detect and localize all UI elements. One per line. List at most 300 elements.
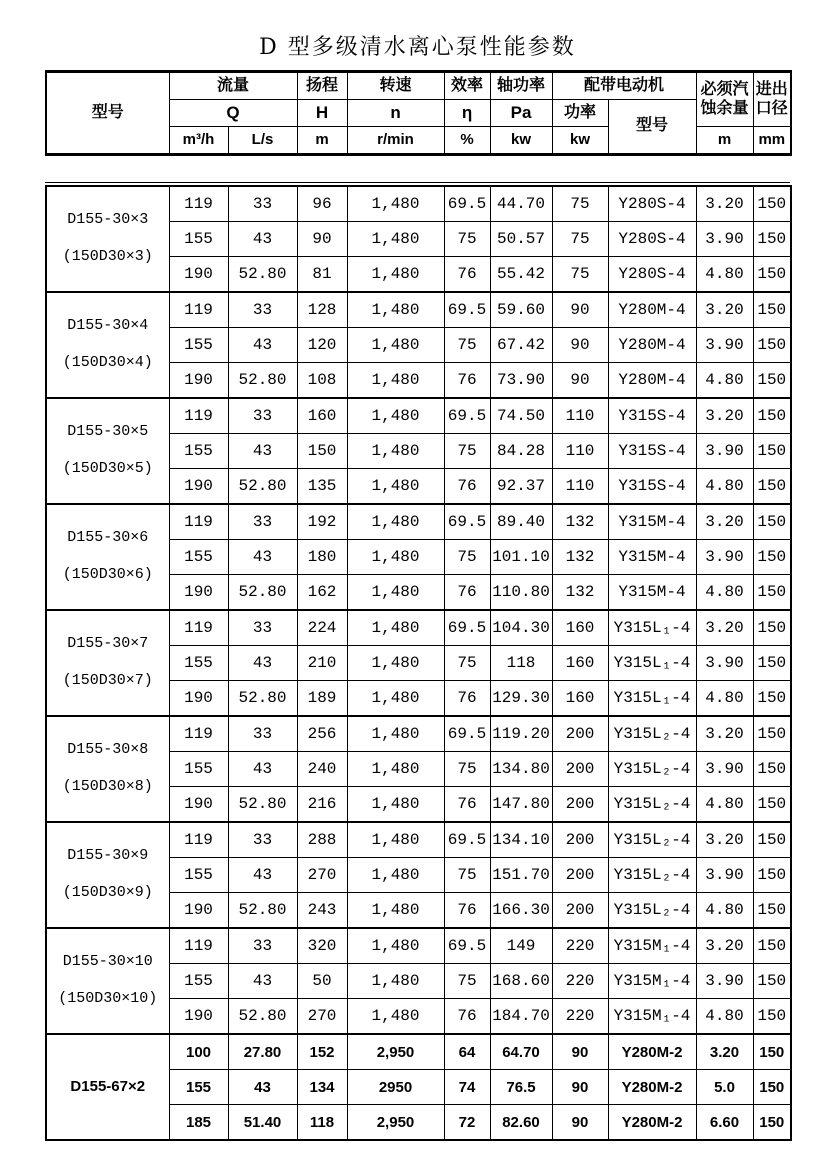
spec-table-body <box>45 185 792 1141</box>
cell-motor_model: Y315L₂-4 <box>608 858 696 893</box>
cell-motor_model: Y315M₁-4 <box>608 928 696 964</box>
pump-model-cell <box>46 822 169 928</box>
cell-motor_kw: 90 <box>552 1070 608 1105</box>
cell-shaft_kw: 166.30 <box>490 893 552 929</box>
cell-npsh_m: 3.20 <box>696 822 753 858</box>
cell-head_m: 152 <box>297 1034 347 1070</box>
cell-shaft_kw: 55.42 <box>490 257 552 293</box>
cell-eff_pct: 69.5 <box>444 610 490 646</box>
cell-shaft_kw: 44.70 <box>490 186 552 222</box>
cell-eff_pct: 69.5 <box>444 504 490 540</box>
cell-eff_pct: 75 <box>444 752 490 787</box>
cell-q_m3h: 155 <box>169 328 228 363</box>
table-row <box>46 504 791 540</box>
cell-port_mm: 150 <box>753 434 791 469</box>
header-flow: 流量 <box>169 72 297 100</box>
cell-shaft_kw: 104.30 <box>490 610 552 646</box>
page-title: D 型多级清水离心泵性能参数 <box>259 35 576 60</box>
cell-npsh_m: 4.80 <box>696 893 753 929</box>
cell-head_m: 224 <box>297 610 347 646</box>
cell-q_m3h: 119 <box>169 822 228 858</box>
cell-shaft_kw: 74.50 <box>490 398 552 434</box>
cell-motor_model: Y315L₂-4 <box>608 822 696 858</box>
cell-q_ls: 43 <box>228 1070 297 1105</box>
cell-head_m: 162 <box>297 575 347 611</box>
pump-model-cell <box>46 928 169 1034</box>
cell-motor_kw: 160 <box>552 610 608 646</box>
cell-npsh_m: 3.20 <box>696 928 753 964</box>
pump-model-name: D155-30×5 <box>67 423 149 441</box>
cell-eff_pct: 76 <box>444 893 490 929</box>
cell-speed_rmin: 1,480 <box>347 858 444 893</box>
cell-eff_pct: 74 <box>444 1070 490 1105</box>
cell-motor_model: Y315L₂-4 <box>608 893 696 929</box>
cell-port_mm: 150 <box>753 504 791 540</box>
cell-motor_kw: 110 <box>552 434 608 469</box>
cell-q_ls: 52.80 <box>228 575 297 611</box>
cell-port_mm: 150 <box>753 999 791 1035</box>
cell-shaft_kw: 151.70 <box>490 858 552 893</box>
cell-q_m3h: 190 <box>169 787 228 823</box>
cell-motor_kw: 90 <box>552 328 608 363</box>
cell-q_ls: 33 <box>228 928 297 964</box>
cell-motor_model: Y315L₂-4 <box>608 787 696 823</box>
cell-shaft_kw: 92.37 <box>490 469 552 505</box>
cell-head_m: 189 <box>297 681 347 717</box>
cell-motor_kw: 75 <box>552 257 608 293</box>
spec-table-body-frame <box>45 182 790 1141</box>
cell-port_mm: 150 <box>753 222 791 257</box>
cell-eff_pct: 75 <box>444 964 490 999</box>
cell-head_m: 120 <box>297 328 347 363</box>
cell-motor_kw: 132 <box>552 575 608 611</box>
cell-npsh_m: 3.90 <box>696 222 753 257</box>
cell-npsh_m: 3.20 <box>696 292 753 328</box>
cell-npsh_m: 4.80 <box>696 681 753 717</box>
table-row <box>46 928 791 964</box>
cell-npsh_m: 3.20 <box>696 186 753 222</box>
cell-port_mm: 150 <box>753 398 791 434</box>
cell-npsh_m: 3.90 <box>696 858 753 893</box>
cell-port_mm: 150 <box>753 964 791 999</box>
cell-q_m3h: 190 <box>169 469 228 505</box>
cell-head_m: 256 <box>297 716 347 752</box>
cell-head_m: 192 <box>297 504 347 540</box>
cell-motor_kw: 132 <box>552 504 608 540</box>
cell-q_m3h: 155 <box>169 222 228 257</box>
pump-model-name: D155-30×9 <box>67 847 149 865</box>
cell-q_m3h: 119 <box>169 610 228 646</box>
cell-npsh_m: 4.80 <box>696 257 753 293</box>
cell-motor_model: Y315S-4 <box>608 434 696 469</box>
cell-shaft_kw: 118 <box>490 646 552 681</box>
cell-speed_rmin: 1,480 <box>347 716 444 752</box>
header-shaft-power: 轴功率 <box>490 72 552 100</box>
cell-motor_kw: 110 <box>552 469 608 505</box>
header-npsh-line2: 蚀余量 <box>700 99 749 117</box>
header-npsh <box>696 72 753 127</box>
pump-model-alt-name: (150D30×3) <box>62 248 153 265</box>
cell-head_m: 135 <box>297 469 347 505</box>
cell-head_m: 216 <box>297 787 347 823</box>
cell-port_mm: 150 <box>753 787 791 823</box>
cell-motor_model: Y280M-4 <box>608 292 696 328</box>
cell-motor_model: Y315S-4 <box>608 469 696 505</box>
cell-port_mm: 150 <box>753 893 791 929</box>
header-efficiency: 效率 <box>444 72 490 100</box>
cell-motor_kw: 200 <box>552 893 608 929</box>
cell-q_ls: 27.80 <box>228 1034 297 1070</box>
cell-shaft_kw: 50.57 <box>490 222 552 257</box>
cell-shaft_kw: 147.80 <box>490 787 552 823</box>
cell-eff_pct: 75 <box>444 328 490 363</box>
cell-port_mm: 150 <box>753 469 791 505</box>
cell-motor_kw: 200 <box>552 858 608 893</box>
header-motor-group: 配带电动机 <box>552 72 696 100</box>
table-row <box>46 186 791 222</box>
cell-motor_kw: 220 <box>552 928 608 964</box>
cell-speed_rmin: 1,480 <box>347 328 444 363</box>
cell-port_mm: 150 <box>753 610 791 646</box>
pump-model-alt-name: (150D30×9) <box>62 884 153 901</box>
cell-head_m: 150 <box>297 434 347 469</box>
cell-shaft_kw: 59.60 <box>490 292 552 328</box>
cell-eff_pct: 64 <box>444 1034 490 1070</box>
pump-model-alt-name: (150D30×4) <box>62 354 153 371</box>
cell-eff_pct: 75 <box>444 858 490 893</box>
unit-ls: L/s <box>228 127 297 155</box>
cell-port_mm: 150 <box>753 363 791 399</box>
cell-motor_model: Y315L₁-4 <box>608 646 696 681</box>
cell-speed_rmin: 1,480 <box>347 363 444 399</box>
cell-speed_rmin: 1,480 <box>347 822 444 858</box>
spec-table-header <box>45 70 792 156</box>
pump-model-alt-name: (150D30×7) <box>62 672 153 689</box>
cell-speed_rmin: 1,480 <box>347 504 444 540</box>
cell-head_m: 50 <box>297 964 347 999</box>
cell-shaft_kw: 129.30 <box>490 681 552 717</box>
cell-npsh_m: 3.90 <box>696 328 753 363</box>
cell-port_mm: 150 <box>753 257 791 293</box>
pump-model-alt-name: (150D30×6) <box>62 566 153 583</box>
cell-q_ls: 52.80 <box>228 681 297 717</box>
cell-speed_rmin: 2950 <box>347 1070 444 1105</box>
cell-npsh_m: 3.90 <box>696 646 753 681</box>
cell-eff_pct: 76 <box>444 999 490 1035</box>
pump-model-cell <box>46 504 169 610</box>
cell-speed_rmin: 1,480 <box>347 964 444 999</box>
header-port <box>753 72 791 127</box>
cell-motor_model: Y315M₁-4 <box>608 964 696 999</box>
unit-percent: % <box>444 127 490 155</box>
cell-shaft_kw: 67.42 <box>490 328 552 363</box>
cell-eff_pct: 75 <box>444 540 490 575</box>
header-head-symbol: H <box>297 100 347 127</box>
cell-port_mm: 150 <box>753 681 791 717</box>
cell-port_mm: 150 <box>753 292 791 328</box>
cell-eff_pct: 69.5 <box>444 716 490 752</box>
cell-head_m: 210 <box>297 646 347 681</box>
cell-head_m: 96 <box>297 186 347 222</box>
unit-m3h: m³/h <box>169 127 228 155</box>
cell-npsh_m: 3.20 <box>696 610 753 646</box>
cell-head_m: 320 <box>297 928 347 964</box>
header-motor-model: 型号 <box>608 100 696 155</box>
cell-speed_rmin: 1,480 <box>347 222 444 257</box>
cell-q_m3h: 119 <box>169 292 228 328</box>
cell-head_m: 270 <box>297 999 347 1035</box>
cell-q_m3h: 155 <box>169 1070 228 1105</box>
cell-q_m3h: 190 <box>169 999 228 1035</box>
cell-q_ls: 33 <box>228 610 297 646</box>
cell-eff_pct: 76 <box>444 681 490 717</box>
cell-q_ls: 52.80 <box>228 787 297 823</box>
cell-q_ls: 33 <box>228 504 297 540</box>
cell-head_m: 180 <box>297 540 347 575</box>
cell-q_ls: 33 <box>228 398 297 434</box>
cell-shaft_kw: 64.70 <box>490 1034 552 1070</box>
cell-npsh_m: 4.80 <box>696 787 753 823</box>
cell-motor_kw: 90 <box>552 1105 608 1141</box>
cell-head_m: 90 <box>297 222 347 257</box>
cell-motor_model: Y280S-4 <box>608 186 696 222</box>
cell-motor_kw: 220 <box>552 964 608 999</box>
unit-mm: mm <box>753 127 791 155</box>
cell-npsh_m: 3.20 <box>696 504 753 540</box>
cell-motor_model: Y315M₁-4 <box>608 999 696 1035</box>
cell-speed_rmin: 1,480 <box>347 787 444 823</box>
pump-model-alt-name: (150D30×8) <box>62 778 153 795</box>
cell-q_ls: 52.80 <box>228 469 297 505</box>
cell-eff_pct: 75 <box>444 434 490 469</box>
cell-motor_model: Y315L₂-4 <box>608 716 696 752</box>
header-motor-power: 功率 <box>552 100 608 127</box>
cell-q_m3h: 190 <box>169 681 228 717</box>
cell-shaft_kw: 149 <box>490 928 552 964</box>
cell-motor_kw: 200 <box>552 716 608 752</box>
cell-motor_model: Y315L₁-4 <box>608 610 696 646</box>
pump-model-cell <box>46 716 169 822</box>
cell-motor_model: Y280M-2 <box>608 1070 696 1105</box>
cell-motor_model: Y280M-4 <box>608 328 696 363</box>
cell-eff_pct: 76 <box>444 575 490 611</box>
cell-port_mm: 150 <box>753 328 791 363</box>
cell-speed_rmin: 2,950 <box>347 1034 444 1070</box>
cell-port_mm: 150 <box>753 1070 791 1105</box>
table-row <box>46 292 791 328</box>
cell-speed_rmin: 1,480 <box>347 292 444 328</box>
cell-q_m3h: 185 <box>169 1105 228 1141</box>
header-speed: 转速 <box>347 72 444 100</box>
cell-head_m: 240 <box>297 752 347 787</box>
cell-q_ls: 43 <box>228 964 297 999</box>
cell-q_m3h: 119 <box>169 504 228 540</box>
cell-port_mm: 150 <box>753 858 791 893</box>
cell-motor_model: Y315M-4 <box>608 540 696 575</box>
pump-model-cell <box>46 398 169 504</box>
cell-shaft_kw: 89.40 <box>490 504 552 540</box>
cell-speed_rmin: 1,480 <box>347 681 444 717</box>
header-flow-symbol: Q <box>169 100 297 127</box>
unit-kw-motor: kw <box>552 127 608 155</box>
cell-eff_pct: 76 <box>444 257 490 293</box>
cell-speed_rmin: 1,480 <box>347 610 444 646</box>
cell-npsh_m: 5.0 <box>696 1070 753 1105</box>
cell-q_m3h: 190 <box>169 363 228 399</box>
cell-motor_model: Y315S-4 <box>608 398 696 434</box>
cell-eff_pct: 69.5 <box>444 398 490 434</box>
cell-q_m3h: 119 <box>169 928 228 964</box>
cell-eff_pct: 72 <box>444 1105 490 1141</box>
cell-q_ls: 52.80 <box>228 893 297 929</box>
cell-eff_pct: 76 <box>444 363 490 399</box>
cell-shaft_kw: 76.5 <box>490 1070 552 1105</box>
cell-q_ls: 43 <box>228 858 297 893</box>
cell-motor_kw: 220 <box>552 999 608 1035</box>
cell-q_ls: 52.80 <box>228 999 297 1035</box>
pump-model-alt-name: (150D30×10) <box>58 990 158 1007</box>
unit-rmin: r/min <box>347 127 444 155</box>
cell-speed_rmin: 1,480 <box>347 893 444 929</box>
cell-q_m3h: 100 <box>169 1034 228 1070</box>
cell-motor_model: Y280M-2 <box>608 1105 696 1141</box>
cell-motor_kw: 200 <box>552 752 608 787</box>
table-row <box>46 610 791 646</box>
cell-shaft_kw: 119.20 <box>490 716 552 752</box>
cell-speed_rmin: 1,480 <box>347 469 444 505</box>
cell-q_ls: 33 <box>228 292 297 328</box>
pump-model-cell <box>46 610 169 716</box>
cell-q_m3h: 155 <box>169 646 228 681</box>
cell-motor_kw: 90 <box>552 1034 608 1070</box>
cell-q_ls: 33 <box>228 716 297 752</box>
cell-port_mm: 150 <box>753 752 791 787</box>
cell-speed_rmin: 1,480 <box>347 257 444 293</box>
cell-npsh_m: 4.80 <box>696 575 753 611</box>
table-row <box>46 716 791 752</box>
cell-q_ls: 43 <box>228 646 297 681</box>
cell-q_m3h: 155 <box>169 540 228 575</box>
cell-motor_model: Y280M-2 <box>608 1034 696 1070</box>
cell-speed_rmin: 1,480 <box>347 575 444 611</box>
header-efficiency-symbol: η <box>444 100 490 127</box>
cell-eff_pct: 76 <box>444 469 490 505</box>
cell-shaft_kw: 84.28 <box>490 434 552 469</box>
cell-q_ls: 51.40 <box>228 1105 297 1141</box>
pump-model-cell <box>46 292 169 398</box>
cell-motor_kw: 110 <box>552 398 608 434</box>
cell-port_mm: 150 <box>753 822 791 858</box>
cell-q_m3h: 155 <box>169 858 228 893</box>
pump-model-name: D155-30×3 <box>67 211 149 229</box>
cell-speed_rmin: 1,480 <box>347 999 444 1035</box>
cell-head_m: 270 <box>297 858 347 893</box>
cell-npsh_m: 3.90 <box>696 434 753 469</box>
unit-npsh-m: m <box>696 127 753 155</box>
header-row-1 <box>46 72 791 100</box>
table-row <box>46 1034 791 1070</box>
cell-motor_kw: 160 <box>552 681 608 717</box>
cell-q_m3h: 190 <box>169 257 228 293</box>
cell-motor_kw: 75 <box>552 222 608 257</box>
cell-port_mm: 150 <box>753 1105 791 1141</box>
cell-q_m3h: 119 <box>169 398 228 434</box>
header-speed-symbol: n <box>347 100 444 127</box>
cell-shaft_kw: 184.70 <box>490 999 552 1035</box>
cell-head_m: 118 <box>297 1105 347 1141</box>
cell-npsh_m: 6.60 <box>696 1105 753 1141</box>
cell-motor_kw: 160 <box>552 646 608 681</box>
pump-model-name: D155-30×6 <box>67 529 149 547</box>
cell-q_m3h: 155 <box>169 752 228 787</box>
cell-speed_rmin: 1,480 <box>347 928 444 964</box>
cell-npsh_m: 4.80 <box>696 469 753 505</box>
pump-model-name: D155-30×4 <box>67 317 149 335</box>
cell-port_mm: 150 <box>753 928 791 964</box>
unit-m: m <box>297 127 347 155</box>
cell-q_ls: 43 <box>228 222 297 257</box>
cell-shaft_kw: 101.10 <box>490 540 552 575</box>
table-row <box>46 398 791 434</box>
cell-q_ls: 33 <box>228 822 297 858</box>
cell-shaft_kw: 73.90 <box>490 363 552 399</box>
cell-speed_rmin: 1,480 <box>347 186 444 222</box>
cell-q_m3h: 119 <box>169 186 228 222</box>
cell-shaft_kw: 134.10 <box>490 822 552 858</box>
cell-q_m3h: 155 <box>169 964 228 999</box>
header-head: 扬程 <box>297 72 347 100</box>
pump-model-name: D155-30×7 <box>67 635 149 653</box>
cell-npsh_m: 3.20 <box>696 398 753 434</box>
cell-port_mm: 150 <box>753 575 791 611</box>
pump-model-cell: D155-67×2 <box>46 1034 169 1140</box>
table-row <box>46 822 791 858</box>
cell-eff_pct: 69.5 <box>444 186 490 222</box>
cell-port_mm: 150 <box>753 186 791 222</box>
cell-port_mm: 150 <box>753 540 791 575</box>
header-port-line1: 进出 <box>755 81 788 99</box>
cell-shaft_kw: 168.60 <box>490 964 552 999</box>
cell-motor_kw: 75 <box>552 186 608 222</box>
cell-motor_kw: 200 <box>552 787 608 823</box>
cell-speed_rmin: 1,480 <box>347 540 444 575</box>
unit-kw-shaft: kw <box>490 127 552 155</box>
cell-head_m: 108 <box>297 363 347 399</box>
cell-motor_kw: 90 <box>552 363 608 399</box>
cell-q_ls: 43 <box>228 434 297 469</box>
cell-head_m: 128 <box>297 292 347 328</box>
table-body <box>46 186 791 1140</box>
cell-q_ls: 52.80 <box>228 257 297 293</box>
cell-motor_kw: 90 <box>552 292 608 328</box>
cell-motor_model: Y315M-4 <box>608 575 696 611</box>
cell-motor_model: Y315L₁-4 <box>608 681 696 717</box>
header-npsh-line1: 必须汽 <box>700 81 749 99</box>
cell-motor_model: Y280M-4 <box>608 363 696 399</box>
cell-port_mm: 150 <box>753 716 791 752</box>
cell-head_m: 243 <box>297 893 347 929</box>
pump-model-name: D155-30×10 <box>62 953 153 971</box>
cell-q_ls: 43 <box>228 328 297 363</box>
cell-npsh_m: 4.80 <box>696 363 753 399</box>
cell-eff_pct: 69.5 <box>444 822 490 858</box>
cell-head_m: 134 <box>297 1070 347 1105</box>
cell-q_m3h: 119 <box>169 716 228 752</box>
cell-q_ls: 52.80 <box>228 363 297 399</box>
cell-q_m3h: 155 <box>169 434 228 469</box>
cell-shaft_kw: 110.80 <box>490 575 552 611</box>
cell-head_m: 81 <box>297 257 347 293</box>
